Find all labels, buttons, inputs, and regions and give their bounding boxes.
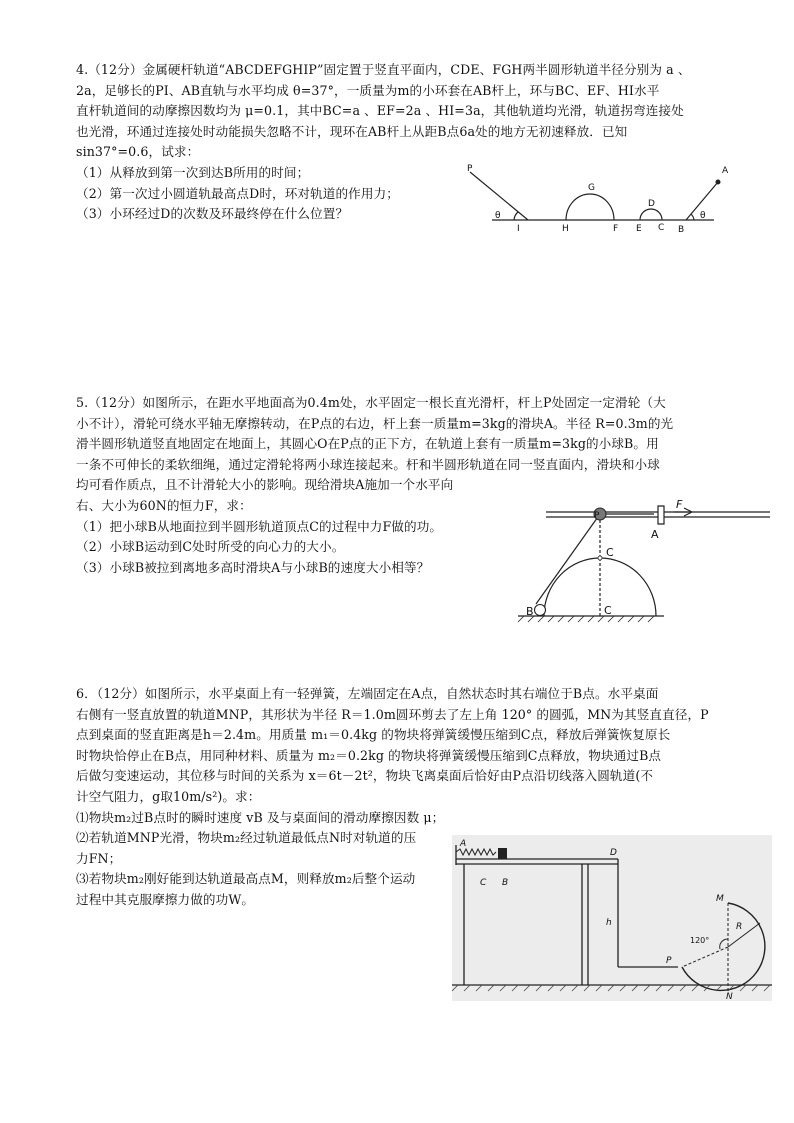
q6-line-4: 时物块恰停止在B点，用同种材料、质量为 m₂＝0.2kg 的物块将弹簧缓慢压缩到C点释放，物块通过B点 [76, 747, 662, 763]
q4-line-5: sin37°=0.6，试求： [76, 144, 200, 160]
q5-line-6: 右、大小为60N的恒力F，求： [76, 497, 252, 513]
q4-line-1: 4.（12分）金属硬杆轨道“ABCDEFGHIP”固定置于竖直平面内，CDE、FGH两半圆形轨道半径分别为 a 、 [76, 62, 691, 77]
q6-label-N: N [726, 992, 733, 1001]
q4-label-E: E [636, 224, 642, 234]
q5-label-F: F [676, 498, 683, 511]
q4-label-theta-right: θ [700, 211, 706, 221]
q5-line-3: 滑半圆形轨道竖直地固定在地面上，其圆心O在P点的正下方，在轨道上套有一质量m=3kg的小球B。用 [76, 436, 659, 452]
q5-sub-1: （1）把小球B从地面拉到半圆形轨道顶点C的过程中力F做的功。 [76, 518, 443, 534]
q5-line-1: 5.（12分）如图所示，在距水平地面高为0.4m处，水平固定一根长直光滑杆，杆上P处固定一定滑轮（大 [76, 395, 666, 410]
q6-label-B: B [502, 878, 509, 888]
q5-label-A: A [651, 528, 659, 541]
q6-label-A: A [460, 839, 467, 849]
q4-sub-3: （3）小环经过D的次数及环最终停在什么位置？ [76, 206, 349, 222]
q4-line-4: 也光滑，环通过连接处时动能损失忽略不计，现环在AB杆上从距B点6a处的地方无初速释放．已知 [76, 123, 628, 139]
q6-sub-2b: 力FN； [76, 850, 122, 866]
q6-line-3: 点到桌面的竖直距离是h＝2.4m。用质量 m₁＝0.4kg 的物块将弹簧缓慢压缩到C点，释放后弹簧恢复原长 [76, 727, 671, 743]
q4-label-D: D [648, 199, 655, 209]
q4-line-3: 直杆轨道间的动摩擦因数均为 μ=0.1，其中BC=a 、EF=2a 、HI=3a，其他轨道均光滑，轨道拐弯连接处 [76, 103, 684, 119]
q6-label-h: h [606, 918, 612, 928]
q6-sub-3b: 过程中其克服摩擦力做的功W。 [76, 891, 255, 907]
q6-label-M: M [716, 894, 724, 904]
q5-sub-2: （2）小球B运动到C处时所受的向心力的大小。 [76, 539, 345, 555]
q5-label-C-top: C [606, 546, 614, 559]
q4-track-figure [462, 160, 742, 240]
q5-line-5: 均可看作质点，且不计滑轮大小的影响。现给滑块A施加一个水平向 [76, 477, 454, 493]
q4-label-A: A [722, 166, 729, 176]
q6-label-D: D [610, 848, 617, 858]
q6-sub-2a: ⑵若轨道MNP光滑，物块m₂经过轨道最低点N时对轨道的压 [76, 830, 417, 846]
q5-label-P: P [594, 511, 600, 521]
q4-label-G: G [588, 183, 595, 193]
q4-sub-2: （2）第一次过小圆道轨最高点D时，环对轨道的作用力； [76, 185, 399, 201]
q6-label-angle: 120° [690, 936, 710, 945]
q4-line-2: 2a，足够长的PI、AB直轨与水平均成 θ=37°，一质量为m的小环套在AB杆上，环与BC、EF、HI水平 [76, 82, 660, 98]
q5-label-B: B [526, 605, 534, 618]
q4-label-F: F [613, 224, 619, 234]
q5-line-2: 小不计），滑轮可绕水平轴无摩擦转动，在P点的右边，杆上套一质量m=3kg的滑块A。半径 R=0.3m的光 [76, 415, 674, 431]
q6-line-1: 6．（12分）如图所示，水平桌面上有一轻弹簧，左端固定在A点，自然状态时其右端位于B点。水平桌面 [76, 686, 659, 701]
q6-label-P: P [666, 956, 672, 966]
q4-sub-1: （1）从释放到第一次到达B所用的时间； [76, 164, 310, 180]
q6-line-2: 右侧有一竖直放置的轨道MNP，其形状为半径 R＝1.0m圆环剪去了左上角 120° 的圆弧，MN为其竖直直径，P [76, 706, 709, 722]
q6-sub-1: ⑴物块m₂过B点时的瞬时速度 vB 及与桌面间的滑动摩擦因数 μ； [76, 809, 445, 825]
q4-label-P: P [467, 164, 473, 174]
q4-label-I: I [517, 224, 520, 234]
q6-line-6: 计空气阻力，g取10m/s²)。求： [76, 788, 261, 804]
q6-sub-3a: ⑶若物块m₂刚好能到达轨道最高点M，则释放m₂后整个运动 [76, 871, 416, 887]
q4-label-theta-left: θ [495, 211, 501, 221]
q4-label-H: H [562, 224, 569, 234]
q5-pulley-figure [514, 496, 776, 624]
q6-label-C: C [480, 878, 487, 888]
q6-label-R: R [736, 922, 743, 932]
q5-sub-3: （3）小球B被拉到离地多高时滑块A与小球B的速度大小相等？ [76, 559, 430, 575]
q5-line-4: 一条不可伸长的柔软细绳，通过定滑轮将两小球连接起来。杆和半圆形轨道在同一竖直面内，滑块和小球 [76, 456, 660, 472]
q6-track-figure [452, 835, 772, 1001]
q4-label-B: B [678, 225, 685, 235]
q6-line-5: 后做匀变速运动，其位移与时间的关系为 x＝6t－2t²，物块飞离桌面后恰好由P点沿切线落入圆轨道(不 [76, 768, 654, 784]
q5-label-C-bottom: C [604, 604, 612, 617]
q4-label-C: C [658, 223, 665, 233]
